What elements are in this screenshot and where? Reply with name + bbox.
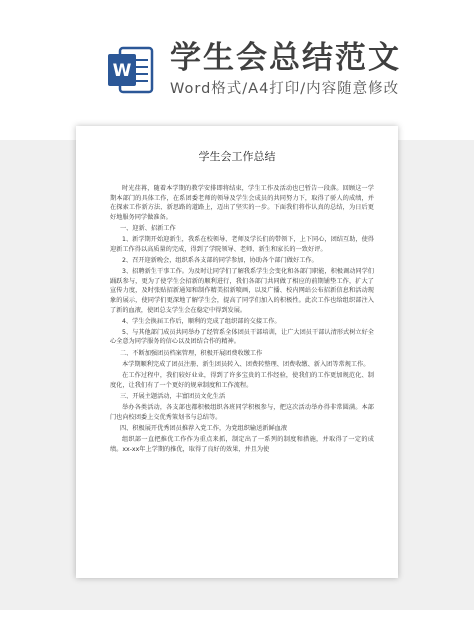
paragraph: 5、与其他部门成员共同举办了经管系全体团员干部培训，让广大团员干部认清形式树立好全心全意为同学服务的信心以及团结合作的精神。 [110, 328, 374, 346]
paragraph: 4、学生会换届工作后，顺利的完成了组织部的交接工作。 [122, 317, 281, 325]
header [0, 0, 474, 130]
document-body [110, 184, 374, 456]
paragraph-intro: 时光荏苒，随着本学期的教学安排即将结束，学生工作及活动也已暂告一段落。回顾这一学期本部门的具体工作，在系团委老师的领导及学生会成员的共同努力下，取得了骄人的成绩，并在探索工作新方法、新思路的道路上，迈出了坚实的一步。下面我们将作认真的总结，为日后更好地服务同学做准备。 [110, 185, 374, 221]
paragraph: 在工作过程中，我们较好业业，得到了许多宝贵的工作经验，使我们的工作更加规范化、制度化，让我们有了一个更好的规章制度和工作流程。 [110, 372, 374, 389]
paragraph: 组织部一直把推优工作作为重点来抓，制定出了一系列的制度和措施，并取得了一定的成绩。xx-xx年上学期的推优，取得了良好的效果，并且为使 [110, 435, 374, 453]
section-heading: 四、积极展开优秀团员推荐入党工作，为党组织输送新鲜血液 [120, 424, 288, 432]
paragraph: 本学期顺利完成了团员注册、新生团员转入、团费转整理、团费收缴、新入团等常规工作。 [122, 360, 370, 368]
word-icon-letter: W [112, 61, 132, 81]
document-title: 学生会工作总结 [198, 150, 276, 163]
paragraph: 3、招聘新生干事工作。为及时让同学们了解我系学生会变化和各部门职能，积极调动同学们踊跃参与，更为了使学生会招新的顺利进行，我们各部门共同做了相应的前期铺垫工作，扩大了宣传力度，及时张贴招新通知和制作精美招新喷画，以及广播、校内网站公布招新信息和活动现象的展示，使同学们更深地了解学生会，提高了同学们加入的积极性。此次工作也给组织部注入了新的血液，使团总支学生会在稳定中得到发展。 [110, 268, 374, 314]
paragraph: 举办各类活动，各支部也都积极组织各班同学积极参与，把这次活动举办得非常圆满。本部门也向校团委上交优秀策划书与总结等。 [110, 404, 374, 421]
word-icon [108, 44, 154, 96]
section-heading: 一、迎新、招新工作 [120, 224, 176, 232]
document-preview [76, 126, 398, 578]
section-heading: 二、不断加强团员档案管理，积极开展团费收缴工作 [120, 349, 263, 357]
page-subtitle: Word格式/A4打印/内容随意修改 [170, 81, 400, 97]
paragraph: 2、召开迎新晚会，组织系各支部的同学参加，协助各个部门做好工作。 [122, 256, 318, 264]
page-title: 学生会总结范文 [170, 40, 401, 76]
paragraph: 1、新学期开始迎新生，我系在校领导、老师及学长们的带领下，上下同心，团结互助，使得迎新工作得以高质量的完成，得到了学院领导、老师、新生和家长的一致好评。 [110, 236, 374, 253]
section-heading: 三、开展主题活动，丰富团员文化生活 [120, 392, 226, 400]
